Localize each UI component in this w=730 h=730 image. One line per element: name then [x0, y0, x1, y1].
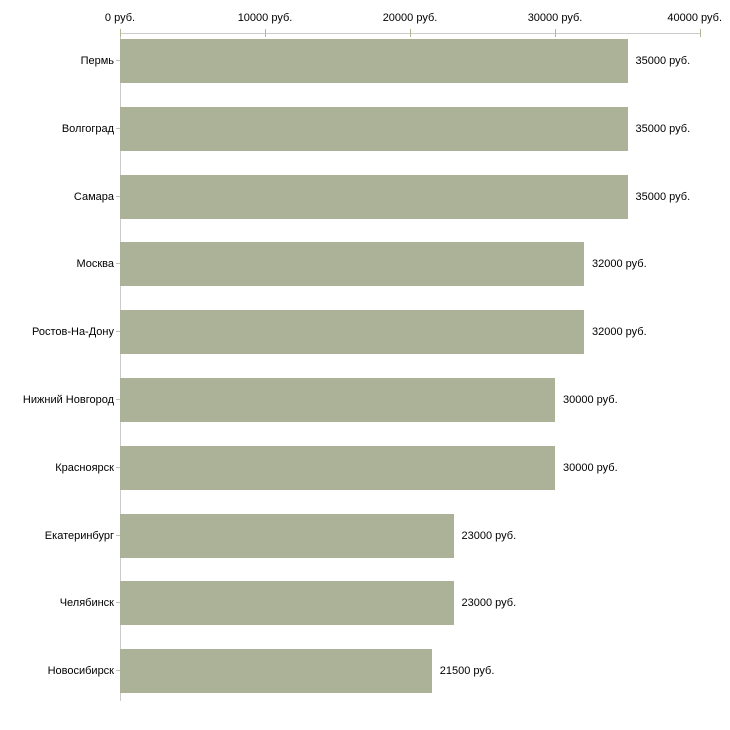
category-label: Челябинск — [59, 597, 114, 610]
category-label: Москва — [76, 258, 114, 271]
x-axis-tick-mark — [555, 29, 556, 37]
bar-value-label: 30000 руб. — [563, 461, 618, 474]
bar-row — [0, 242, 730, 286]
category-label: Екатеринбург — [44, 529, 114, 542]
x-axis-tick-mark — [410, 29, 411, 37]
category-label: Красноярск — [55, 461, 114, 474]
bar-row — [0, 581, 730, 625]
bar — [120, 581, 454, 625]
category-label: Новосибирск — [47, 665, 114, 678]
x-axis-tick-mark — [120, 29, 121, 37]
bar-value-label: 32000 руб. — [592, 326, 647, 339]
bar-row — [0, 39, 730, 83]
bar — [120, 446, 555, 490]
bar-row — [0, 378, 730, 422]
x-axis-tick-label: 0 руб. — [104, 12, 136, 24]
bar-row — [0, 175, 730, 219]
x-axis-tick-mark — [265, 29, 266, 37]
category-label: Волгоград — [61, 122, 114, 135]
bar-value-label: 21500 руб. — [439, 665, 495, 678]
bar-value-label: 32000 руб. — [592, 258, 647, 271]
x-axis-tick-label: 30000 руб. — [527, 12, 583, 24]
bar-value-label: 35000 руб. — [635, 122, 691, 135]
bar — [120, 39, 628, 83]
bar — [120, 175, 628, 219]
bar-row — [0, 310, 730, 354]
bar-row — [0, 107, 730, 151]
bar-value-label: 35000 руб. — [635, 190, 691, 203]
bar — [120, 107, 628, 151]
category-label: Самара — [73, 190, 114, 203]
category-label: Нижний Новгород — [22, 394, 114, 406]
bar — [120, 378, 555, 422]
bar-value-label: 23000 руб. — [461, 529, 517, 542]
bar-value-label: 30000 руб. — [563, 394, 618, 406]
bar-row — [0, 649, 730, 693]
x-axis-tick-label: 20000 руб. — [382, 12, 438, 24]
x-axis-tick-label: 40000 руб. — [667, 12, 722, 24]
bar — [120, 242, 584, 286]
bar — [120, 649, 432, 693]
bar — [120, 310, 584, 354]
x-axis-tick-label: 10000 руб. — [237, 12, 293, 24]
category-label: Ростов-На-Дону — [31, 326, 114, 339]
x-axis-tick-mark — [700, 29, 701, 37]
bar-row — [0, 514, 730, 558]
bar-value-label: 35000 руб. — [635, 55, 691, 67]
category-label: Пермь — [80, 55, 114, 67]
bar — [120, 514, 454, 558]
bar-row — [0, 446, 730, 490]
bar-value-label: 23000 руб. — [461, 597, 517, 610]
